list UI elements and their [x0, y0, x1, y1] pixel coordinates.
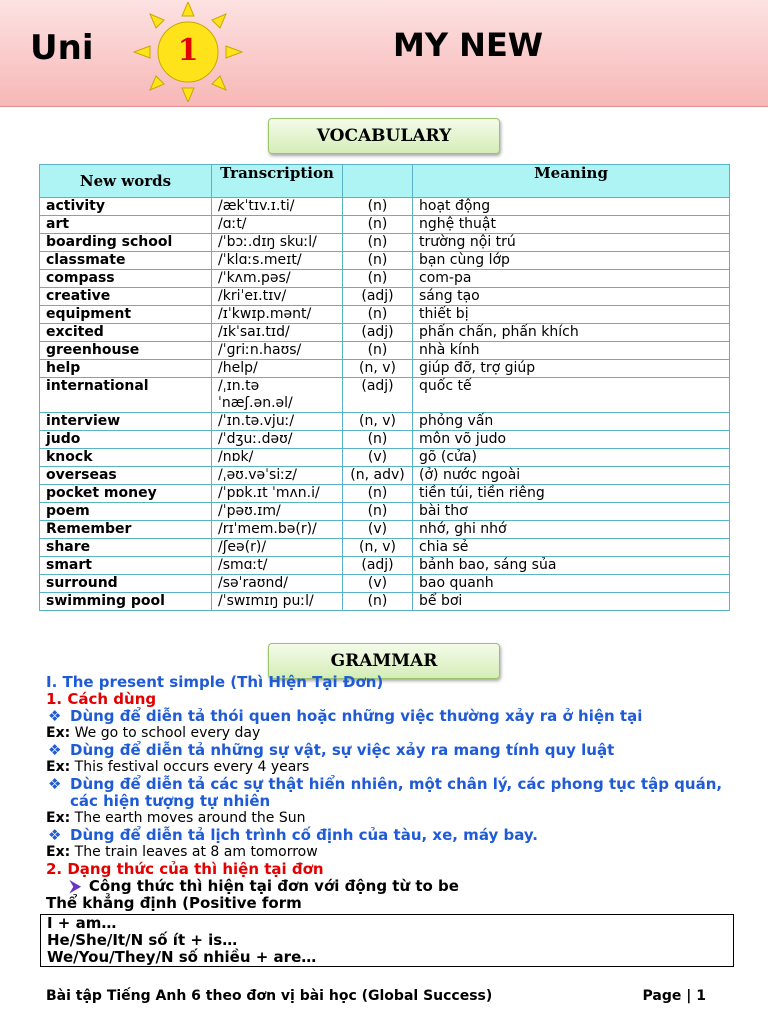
vocab-word: activity [40, 198, 212, 216]
vocab-meaning: chia sẻ [413, 539, 730, 557]
vocab-transcription: /kriˈeɪ.tɪv/ [212, 288, 343, 306]
table-row [40, 539, 730, 557]
vocab-transcription: /help/ [212, 360, 343, 378]
vocab-meaning: bảnh bao, sáng sủa [413, 557, 730, 575]
vocab-word: judo [40, 431, 212, 449]
table-row [40, 413, 730, 431]
vocab-part-of-speech: (adj) [343, 288, 413, 306]
vocab-part-of-speech: (n, v) [343, 360, 413, 378]
vocab-word: smart [40, 557, 212, 575]
vocab-transcription: /ˈɡriːn.haʊs/ [212, 342, 343, 360]
vocab-meaning: sáng tạo [413, 288, 730, 306]
vocab-transcription: /səˈraʊnd/ [212, 575, 343, 593]
table-row [40, 485, 730, 503]
vocab-part-of-speech: (n) [343, 593, 413, 611]
vocab-meaning: phỏng vấn [413, 413, 730, 431]
vocab-transcription: /ˈpəʊ.ɪm/ [212, 503, 343, 521]
vocab-part-of-speech: (n) [343, 485, 413, 503]
vocab-word: excited [40, 324, 212, 342]
formula-line: I + am… [47, 914, 117, 932]
table-row [40, 342, 730, 360]
page-header [0, 0, 768, 107]
vocab-transcription: /ˈkʌm.pəs/ [212, 270, 343, 288]
usage-example: Ex: The earth moves around the Sun [46, 810, 306, 826]
vocab-word: surround [40, 575, 212, 593]
vocab-word: art [40, 216, 212, 234]
vocab-word: interview [40, 413, 212, 431]
vocab-transcription: /ˈpɒk.ɪt ˈmʌn.i/ [212, 485, 343, 503]
vocab-meaning: nhớ, ghi nhớ [413, 521, 730, 539]
formula-line: We/You/They/N số nhiều + are… [47, 948, 317, 966]
vocab-meaning: giúp đỡ, trợ giúp [413, 360, 730, 378]
vocab-part-of-speech: (n) [343, 198, 413, 216]
vocab-meaning: nhà kính [413, 342, 730, 360]
vocab-transcription: /ɑːt/ [212, 216, 343, 234]
vocab-part-of-speech: (adj) [343, 557, 413, 575]
table-row [40, 378, 730, 413]
vocab-word: pocket money [40, 485, 212, 503]
vocab-word: greenhouse [40, 342, 212, 360]
vocab-meaning: gõ (cửa) [413, 449, 730, 467]
usage-title: 1. Cách dùng [46, 690, 157, 708]
vocab-meaning: bạn cùng lớp [413, 252, 730, 270]
vocab-word: poem [40, 503, 212, 521]
vocab-meaning: trường nội trú [413, 234, 730, 252]
vocab-transcription: /smɑːt/ [212, 557, 343, 575]
vocab-transcription: /ˈdʒuː.dəʊ/ [212, 431, 343, 449]
vocab-transcription: /ɪkˈsaɪ.tɪd/ [212, 324, 343, 342]
table-row [40, 306, 730, 324]
vocab-word: help [40, 360, 212, 378]
vocab-part-of-speech: (n) [343, 216, 413, 234]
table-row [40, 270, 730, 288]
vocabulary-table [39, 164, 730, 611]
table-row [40, 360, 730, 378]
table-row [40, 216, 730, 234]
grammar-heading: GRAMMAR [268, 643, 500, 679]
form-title: 2. Dạng thức của thì hiện tại đơn [46, 860, 324, 878]
vocab-transcription: /ˈbɔː.dɪŋ skuːl/ [212, 234, 343, 252]
usage-example: Ex: This festival occurs every 4 years [46, 759, 310, 775]
table-row [40, 521, 730, 539]
vocab-part-of-speech: (n) [343, 270, 413, 288]
vocab-meaning: com-pa [413, 270, 730, 288]
formula-line: He/She/It/N số ít + is… [47, 931, 238, 949]
vocab-transcription: /rɪˈmem.bə(r)/ [212, 521, 343, 539]
grammar-section [46, 674, 736, 967]
vocab-word: international [40, 378, 212, 413]
vocab-part-of-speech: (adj) [343, 324, 413, 342]
formula-box [40, 914, 734, 967]
column-header-new-words: New words [40, 165, 212, 198]
vocab-word: classmate [40, 252, 212, 270]
vocab-meaning: phấn chấn, phấn khích [413, 324, 730, 342]
footer-book-title: Bài tập Tiếng Anh 6 theo đơn vị bài học (Global Success) [46, 988, 493, 1004]
vocab-part-of-speech: (v) [343, 449, 413, 467]
vocab-part-of-speech: (n) [343, 503, 413, 521]
form-subtitle: ⮞ Công thức thì hiện tại đơn với động từ to be [70, 877, 459, 895]
grammar-heading-present-simple: I. The present simple (Thì Hiện Tại Đơn) [46, 673, 384, 691]
vocab-word: boarding school [40, 234, 212, 252]
vocab-meaning: bài thơ [413, 503, 730, 521]
table-row [40, 557, 730, 575]
positive-form-title: Thể khẳng định (Positive form [46, 894, 302, 912]
vocab-transcription: /ˈswɪmɪŋ puːl/ [212, 593, 343, 611]
table-row [40, 467, 730, 485]
column-header-meaning: Meaning [413, 165, 730, 198]
vocab-meaning: thiết bị [413, 306, 730, 324]
vocab-word: creative [40, 288, 212, 306]
vocab-transcription: /ʃeə(r)/ [212, 539, 343, 557]
vocab-part-of-speech: (n) [343, 306, 413, 324]
vocab-meaning: quốc tế [413, 378, 730, 413]
vocab-meaning: nghệ thuật [413, 216, 730, 234]
vocab-meaning: tiền túi, tiền riêng [413, 485, 730, 503]
arrow-bullet-icon: ⮞ [70, 877, 81, 895]
usage-example: Ex: We go to school every day [46, 725, 261, 741]
usage-rule: ❖ Dùng để diễn tả những sự vật, sự việc xảy ra mang tính quy luật [46, 742, 736, 759]
vocab-part-of-speech: (n) [343, 342, 413, 360]
vocab-transcription: /nɒk/ [212, 449, 343, 467]
unit-label: Uni [30, 28, 94, 68]
vocab-word: Remember [40, 521, 212, 539]
vocab-meaning: (ở) nước ngoài [413, 467, 730, 485]
vocab-word: share [40, 539, 212, 557]
vocab-part-of-speech: (n) [343, 252, 413, 270]
vocab-part-of-speech: (adj) [343, 378, 413, 413]
usage-rule: ❖ Dùng để diễn tả thói quen hoặc những việc thường xảy ra ở hiện tại [46, 708, 736, 725]
table-row [40, 575, 730, 593]
usage-example: Ex: The train leaves at 8 am tomorrow [46, 844, 318, 860]
vocab-meaning: hoạt động [413, 198, 730, 216]
table-row [40, 198, 730, 216]
usage-rule: ❖ Dùng để diễn tả các sự thật hiển nhiên, một chân lý, các phong tục tập quán, các hiện tượng tự nhiên [46, 776, 736, 810]
vocab-transcription: /ɪˈkwɪp.mənt/ [212, 306, 343, 324]
column-header-type [343, 165, 413, 198]
page-number: Page | 1 [642, 988, 706, 1004]
table-row [40, 324, 730, 342]
vocab-part-of-speech: (v) [343, 575, 413, 593]
vocab-part-of-speech: (n) [343, 431, 413, 449]
unit-number: 1 [177, 33, 199, 68]
vocab-transcription: /ˈklɑːs.meɪt/ [212, 252, 343, 270]
vocabulary-heading: VOCABULARY [268, 118, 500, 154]
vocab-word: overseas [40, 467, 212, 485]
vocab-word: swimming pool [40, 593, 212, 611]
page-footer [46, 988, 706, 1004]
unit-title: MY NEW [393, 26, 544, 64]
column-header-transcription: Transcription [212, 165, 343, 198]
vocab-part-of-speech: (n, v) [343, 539, 413, 557]
table-row [40, 503, 730, 521]
table-row [40, 593, 730, 611]
table-header-row [40, 165, 730, 198]
vocab-word: equipment [40, 306, 212, 324]
vocab-transcription: /ˈɪn.tə.vjuː/ [212, 413, 343, 431]
vocab-word: knock [40, 449, 212, 467]
table-row [40, 288, 730, 306]
table-row [40, 234, 730, 252]
vocab-part-of-speech: (n, adv) [343, 467, 413, 485]
vocab-meaning: bao quanh [413, 575, 730, 593]
vocab-transcription: /ˌɪn.tə ˈnæʃ.ən.əl/ [212, 378, 343, 413]
vocab-transcription: /ækˈtɪv.ɪ.ti/ [212, 198, 343, 216]
vocab-part-of-speech: (v) [343, 521, 413, 539]
vocab-meaning: bể bơi [413, 593, 730, 611]
vocab-part-of-speech: (n) [343, 234, 413, 252]
table-row [40, 252, 730, 270]
vocab-part-of-speech: (n, v) [343, 413, 413, 431]
table-row [40, 449, 730, 467]
vocab-transcription: /ˌəʊ.vəˈsiːz/ [212, 467, 343, 485]
table-row [40, 431, 730, 449]
usage-rule: ❖ Dùng để diễn tả lịch trình cố định của tàu, xe, máy bay. [46, 827, 736, 844]
vocab-meaning: môn võ judo [413, 431, 730, 449]
vocab-word: compass [40, 270, 212, 288]
